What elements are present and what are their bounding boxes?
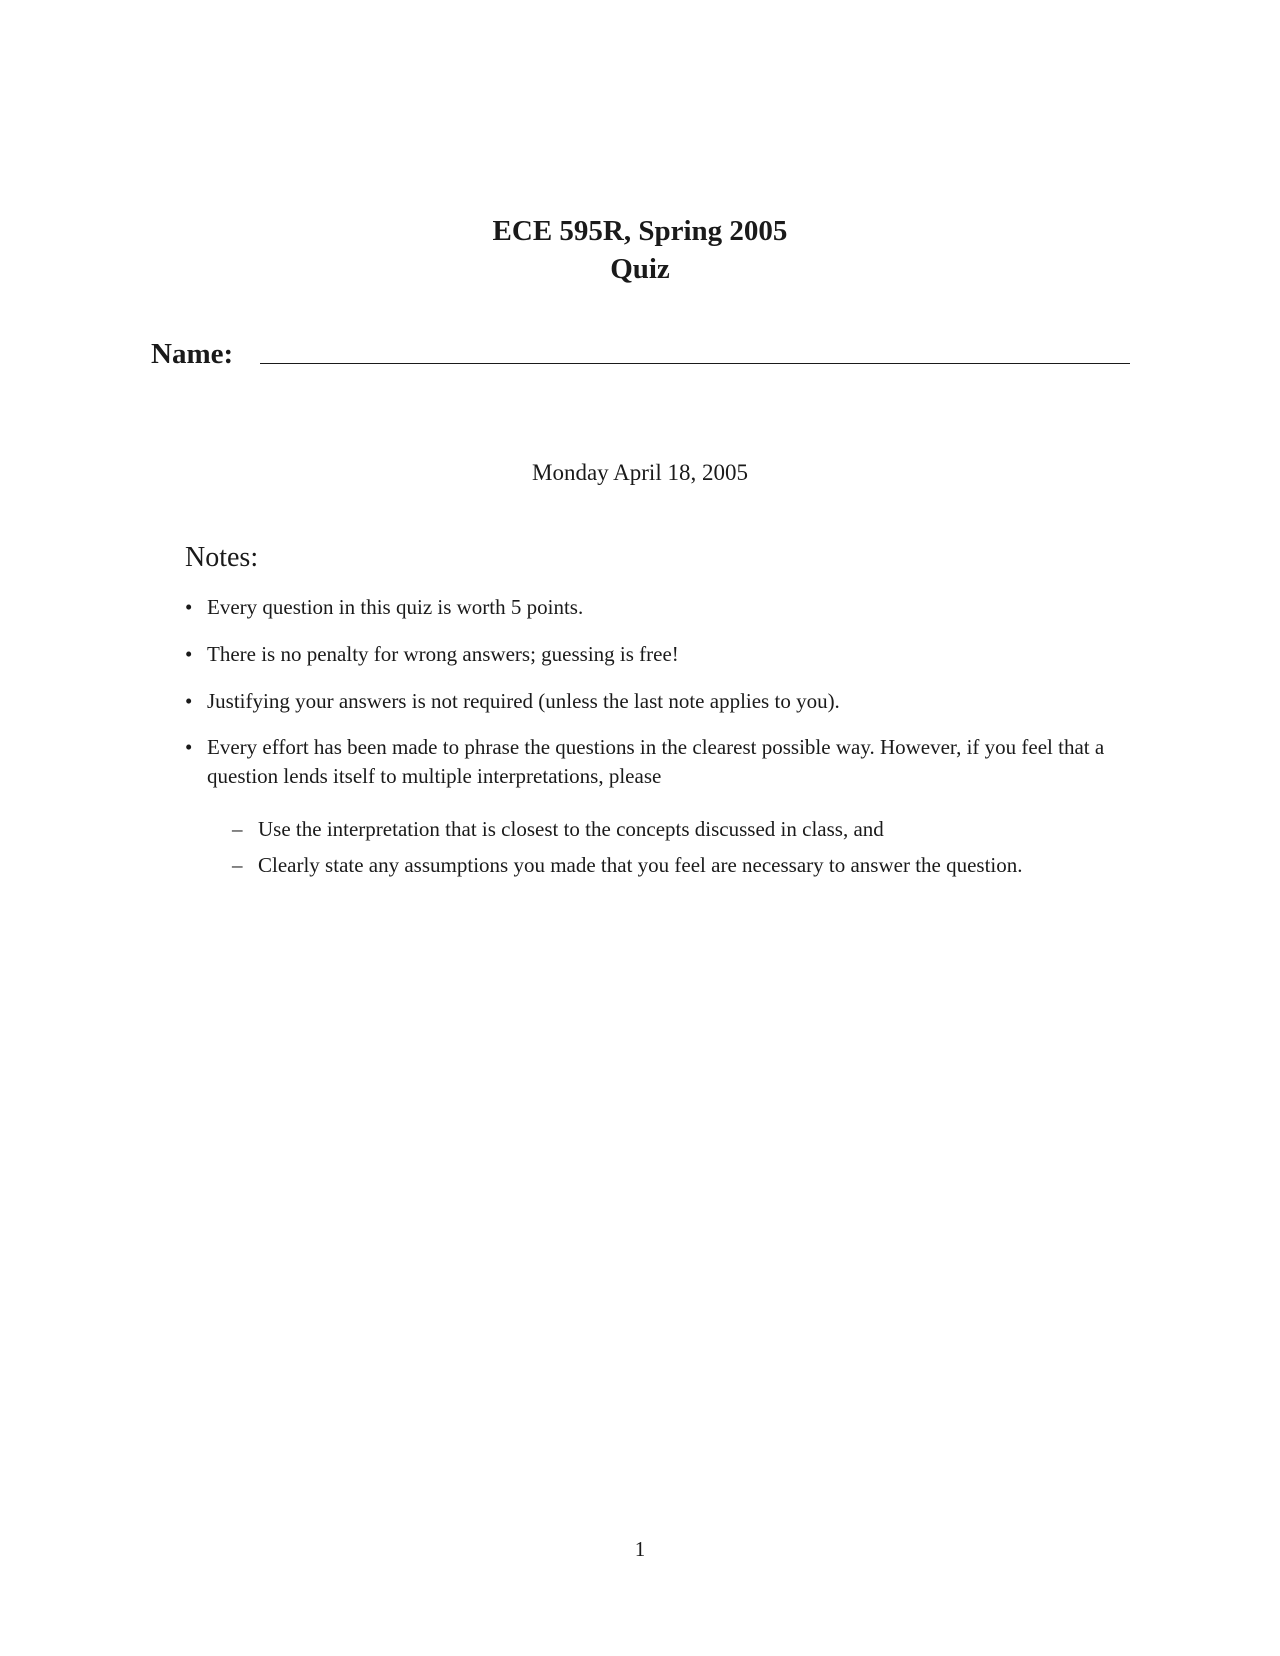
dash-icon: –	[232, 817, 243, 841]
sub-note-text: Clearly state any assumptions you made that you feel are necessary to answer the question.	[258, 853, 1023, 877]
name-label: Name:	[151, 338, 234, 370]
note-item	[185, 733, 1132, 791]
quiz-subtitle: Quiz	[610, 253, 670, 285]
name-field	[151, 336, 1131, 376]
note-text: Every question in this quiz is worth 5 points.	[207, 595, 584, 619]
sub-note-item	[232, 851, 1132, 880]
document-title	[0, 212, 1280, 288]
name-blank-line[interactable]	[260, 363, 1130, 364]
sub-note-item	[232, 815, 1132, 844]
dash-icon: –	[232, 853, 243, 877]
quiz-date: Monday April 18, 2005	[532, 460, 748, 485]
note-item	[185, 593, 1132, 622]
note-item	[185, 640, 1132, 669]
bullet-icon: •	[185, 689, 193, 713]
notes-heading: Notes:	[185, 542, 259, 573]
note-text: There is no penalty for wrong answers; guessing is free!	[207, 642, 679, 666]
bullet-icon: •	[185, 595, 193, 619]
course-title: ECE 595R, Spring 2005	[492, 215, 788, 247]
sub-note-text: Use the interpretation that is closest to the concepts discussed in class, and	[258, 817, 884, 841]
note-text: Justifying your answers is not required (unless the last note applies to you).	[207, 689, 840, 713]
page-number: 1	[634, 1537, 646, 1561]
bullet-icon: •	[185, 642, 193, 666]
note-item	[185, 687, 1132, 716]
bullet-icon: •	[185, 735, 193, 759]
note-text: Every effort has been made to phrase the questions in the clearest possible way. However, if you feel that a question lends itself to multiple interpretations, please	[207, 735, 1105, 788]
